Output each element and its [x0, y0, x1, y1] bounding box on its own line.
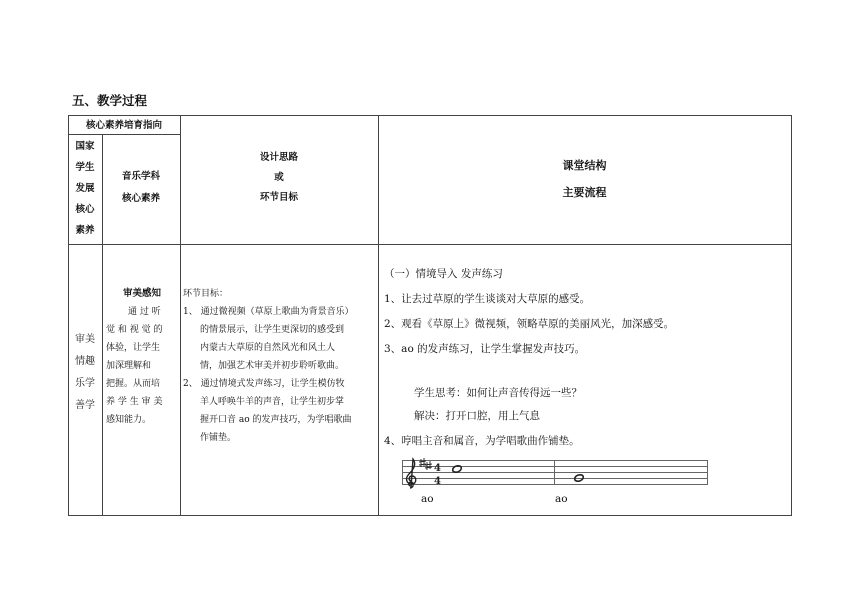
col4-header [378, 152, 791, 206]
col1-body-line: 乐学 [75, 378, 95, 389]
col4-header-line: 主要流程 [562, 186, 607, 199]
music-staff [402, 457, 708, 489]
col4-body-line: （一）情境导入 发声练习 [384, 268, 503, 280]
col3-body-line: 的情景展示，让学生更深切的感受到 [200, 325, 345, 335]
col3-body-line: 内蒙古大草原的自然风光和风土人 [200, 343, 336, 353]
col3-header-line: 设计思路 [259, 152, 298, 163]
col1-header-line: 发展 [75, 183, 95, 194]
student-think: 学生思考：如何让声音传得远一些？ [414, 387, 582, 399]
col4-body [384, 262, 789, 362]
col2-header-line: 音乐学科 [121, 171, 160, 182]
col2-header-line: 核心素养 [121, 193, 160, 204]
col2-body-line: 体验，让学生 [106, 343, 161, 353]
key-signature-icon [419, 458, 432, 470]
col1-header-line: 核心 [75, 204, 95, 215]
col3-body-title: 环节目标： [183, 289, 229, 299]
lyric-ao-1: ao [421, 493, 434, 505]
col1-body-line: 善学 [75, 400, 95, 411]
col2-body-line: 通 过 听 [128, 307, 161, 317]
col2-body-line: 把握。从而培 [106, 379, 161, 389]
col1-header [68, 136, 102, 241]
col1-header-line: 学生 [75, 162, 95, 173]
col1-header-line: 素养 [75, 225, 95, 236]
col3-body-line: 情，加强艺术审美并初步聆听歌曲。 [200, 361, 345, 371]
col3-body-line: 作铺垫。 [200, 433, 237, 443]
section-title: 五、教学过程 [72, 93, 148, 108]
header-group-label: 核心素养培育指向 [85, 120, 162, 131]
col4-body-line: 2、观看《草原上》微视频，领略草原的美丽风光，加深感受。 [384, 318, 675, 330]
col2-body-line: 加深理解和 [106, 361, 152, 371]
col1-body-line: 审美 [75, 334, 95, 345]
col1-header-line: 国家 [75, 141, 95, 152]
whole-note-2 [574, 474, 585, 483]
col2-body-line: 觉 和 视 觉 的 [106, 325, 163, 335]
lyric-ao-2: ao [555, 493, 568, 505]
whole-note-1 [452, 465, 463, 474]
col4-body-line: 1、让去过草原的学生谈谈对大草原的感受。 [384, 293, 591, 305]
col2-header [102, 166, 180, 210]
col3-body-line: 1、 通过微视频（草原上歌曲为背景音乐） [183, 307, 354, 317]
svg-text:4: 4 [434, 463, 441, 474]
col1-body-line: 情趣 [75, 356, 95, 367]
col3-header-line: 环节目标 [259, 192, 298, 203]
col3-body-line: 握开口音 ao 的发声技巧，为学唱歌曲 [200, 415, 352, 425]
music-notation [402, 457, 708, 491]
treble-clef-icon [407, 459, 416, 488]
col2-body-title: 审美感知 [122, 288, 161, 299]
col3-header-line: 或 [274, 172, 284, 183]
col1-body [68, 329, 102, 417]
item4-text: 4、哼唱主音和属音，为学唱歌曲作铺垫。 [384, 435, 580, 447]
col3-body [183, 285, 377, 447]
solution-text: 解决：打开口腔，用上气息 [414, 410, 540, 422]
time-signature-icon [434, 463, 441, 487]
col2-body-line: 养 学 生 审 美 [106, 397, 163, 407]
svg-text:4: 4 [434, 476, 441, 487]
col4-body-line: 3、ao 的发声练习，让学生掌握发声技巧。 [384, 343, 586, 355]
col3-body-line: 羊人呼唤牛羊的声音，让学生初步掌 [200, 397, 345, 407]
col3-body-line: 2、 通过情境式发声练习，让学生模仿牧 [183, 379, 345, 389]
col3-header [180, 148, 378, 208]
col4-header-line: 课堂结构 [562, 159, 607, 172]
col2-body-line: 感知能力。 [106, 415, 152, 425]
col2-body [106, 285, 178, 429]
